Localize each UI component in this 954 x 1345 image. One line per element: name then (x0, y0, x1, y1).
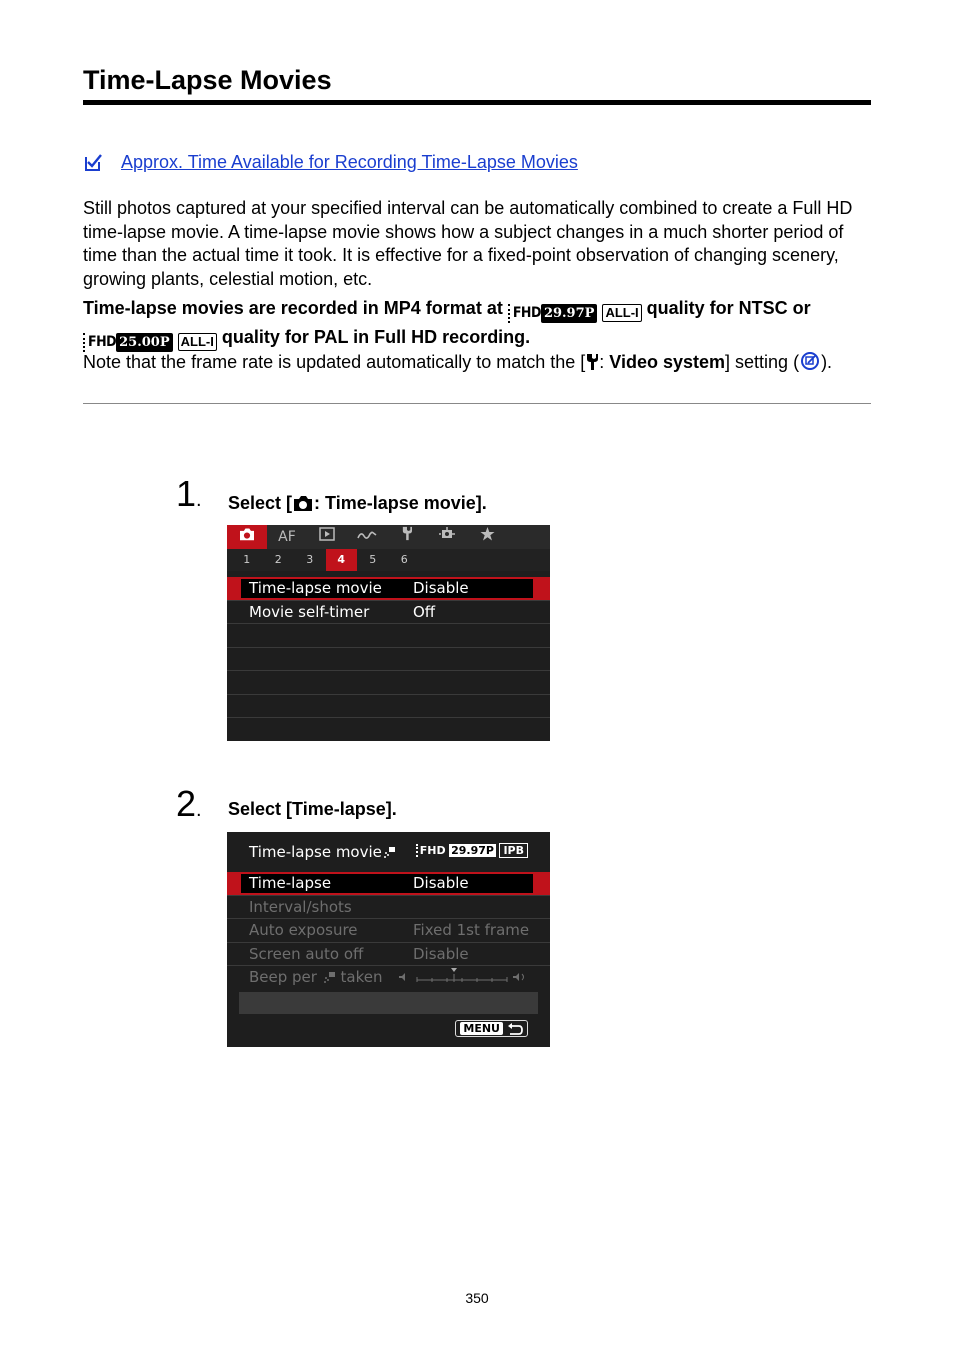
screen-header (227, 832, 550, 872)
note-text-1: Note that the frame rate is updated automatically to match the [ (83, 352, 586, 372)
subtab-3[interactable]: 3 (306, 553, 314, 566)
pal-rate-badge: 25.00P (116, 333, 172, 352)
camera-icon (238, 527, 256, 541)
step-2-number: 2. (176, 783, 202, 824)
tab-wireless[interactable] (347, 525, 387, 549)
menu-row-value: Disable (413, 579, 469, 598)
beep-label-2: taken (340, 968, 383, 987)
format-note-text-3: quality for PAL in Full HD recording. (216, 327, 531, 347)
tab-af[interactable]: AF (278, 529, 296, 545)
menu-button-label: MENU (460, 1022, 503, 1035)
menu-row-empty (227, 718, 550, 741)
menu-row-label: Movie self-timer (249, 602, 370, 621)
custom-icon (439, 527, 455, 541)
menu-subtabs (227, 549, 550, 571)
format-compression: IPB (499, 843, 528, 858)
movie-format (416, 844, 528, 857)
menu-row-value: Off (413, 602, 436, 621)
ntsc-rate-badge: 29.97P (541, 304, 597, 323)
menu-row-time-lapse[interactable] (227, 872, 550, 896)
menu-row-screen-auto-off (227, 943, 550, 967)
volume-slider (399, 968, 529, 986)
wave-icon (357, 529, 377, 541)
format-fhd: FHD (416, 844, 446, 857)
menu-row-value: Disable (413, 944, 469, 963)
reference-link-icon[interactable] (799, 351, 821, 371)
page-title: Time-Lapse Movies (83, 62, 871, 105)
menu-row-empty (227, 624, 550, 648)
menu-back-button[interactable] (455, 1020, 528, 1037)
menu-row-label (249, 968, 383, 986)
menu-row-time-lapse-movie[interactable] (227, 577, 550, 601)
wrench-icon (585, 353, 599, 371)
screen-title-text: Time-lapse movie (249, 843, 382, 861)
menu-row-empty (227, 671, 550, 695)
step-2-digit: 2 (176, 783, 197, 824)
related-link-row (83, 150, 578, 174)
menu-row-beep (227, 966, 550, 989)
camera-screen-shooting-menu (227, 525, 550, 741)
format-note (83, 294, 873, 352)
camera-screen-time-lapse-settings (227, 832, 550, 1047)
menu-row-label: Time-lapse movie (249, 579, 382, 598)
menu-row-label: Time-lapse (249, 874, 332, 893)
format-note-text-1: Time-lapse movies are recorded in MP4 format at (83, 298, 508, 318)
wrench-icon (401, 526, 413, 541)
video-system-setting: Video system (609, 352, 726, 372)
all-i-badge-pal: ALL-I (178, 333, 217, 351)
page-number: 350 (465, 1290, 489, 1306)
return-arrow-icon (507, 1023, 523, 1035)
fhd-badge: FHD (508, 304, 541, 323)
intro-paragraph: Still photos captured at your specified interval can be automatically combined to create a Full HD time-lapse movie. A time-lapse movie shows how a subject changes in a much shorter period of time than the actual time it took. It is effective for a fixed-point observation of changing scenery, growing plants, celestial motion, etc. (83, 198, 853, 289)
format-note-text-2: quality for NTSC or (641, 298, 811, 318)
checkmark-box-icon (83, 152, 103, 172)
tab-playback[interactable] (307, 525, 347, 549)
screen-title (249, 843, 396, 861)
menu-row-empty (227, 648, 550, 672)
subtab-5[interactable]: 5 (369, 553, 377, 566)
subtab-6[interactable]: 6 (400, 553, 408, 566)
related-topic-link[interactable]: Approx. Time Available for Recording Time-Lapse Movies (121, 151, 578, 172)
menu-row-empty (227, 695, 550, 719)
star-icon (480, 527, 495, 541)
time-lapse-icon (382, 846, 396, 860)
menu-row-movie-self-timer[interactable] (227, 601, 550, 625)
menu-row-label: Auto exposure (249, 921, 358, 940)
time-lapse-icon (322, 971, 336, 985)
fhd-badge-pal: FHD (83, 333, 116, 352)
note-text-3: ). (821, 352, 833, 372)
section-divider (83, 403, 871, 404)
tab-my-menu[interactable] (467, 525, 507, 549)
menu-row-value: Disable (413, 874, 469, 893)
tab-custom[interactable] (427, 525, 467, 549)
menu-row-auto-exposure (227, 919, 550, 943)
menu-tabs (227, 525, 550, 549)
playback-icon (319, 527, 335, 541)
beep-label-1: Beep per (249, 968, 317, 987)
menu-row-interval-shots (227, 896, 550, 920)
all-i-badge: ALL-I (602, 304, 641, 322)
step-1-digit: 1 (176, 473, 197, 514)
step-1-instruction (228, 493, 487, 514)
note-colon: : (599, 352, 610, 372)
step-1-number: 1. (176, 473, 202, 514)
frame-rate-note (83, 350, 873, 374)
step-1-text-before: Select [ (228, 493, 293, 513)
step-1-text-after: : Time-lapse movie]. (314, 493, 487, 513)
subtab-4[interactable]: 4 (326, 549, 358, 571)
format-rate: 29.97P (451, 844, 494, 857)
menu-row-value: Fixed 1st frame (413, 921, 530, 940)
menu-row-label: Interval/shots (249, 897, 352, 916)
info-bar (239, 992, 538, 1014)
menu-row-label: Screen auto off (249, 944, 364, 963)
step-2-instruction: Select [Time-lapse]. (228, 799, 397, 819)
note-text-2: ] setting ( (725, 352, 800, 372)
subtab-1[interactable]: 1 (243, 553, 251, 566)
tab-shooting[interactable] (227, 525, 267, 549)
subtab-2[interactable]: 2 (274, 553, 282, 566)
camera-icon (292, 494, 314, 512)
tab-setup[interactable] (387, 525, 427, 549)
